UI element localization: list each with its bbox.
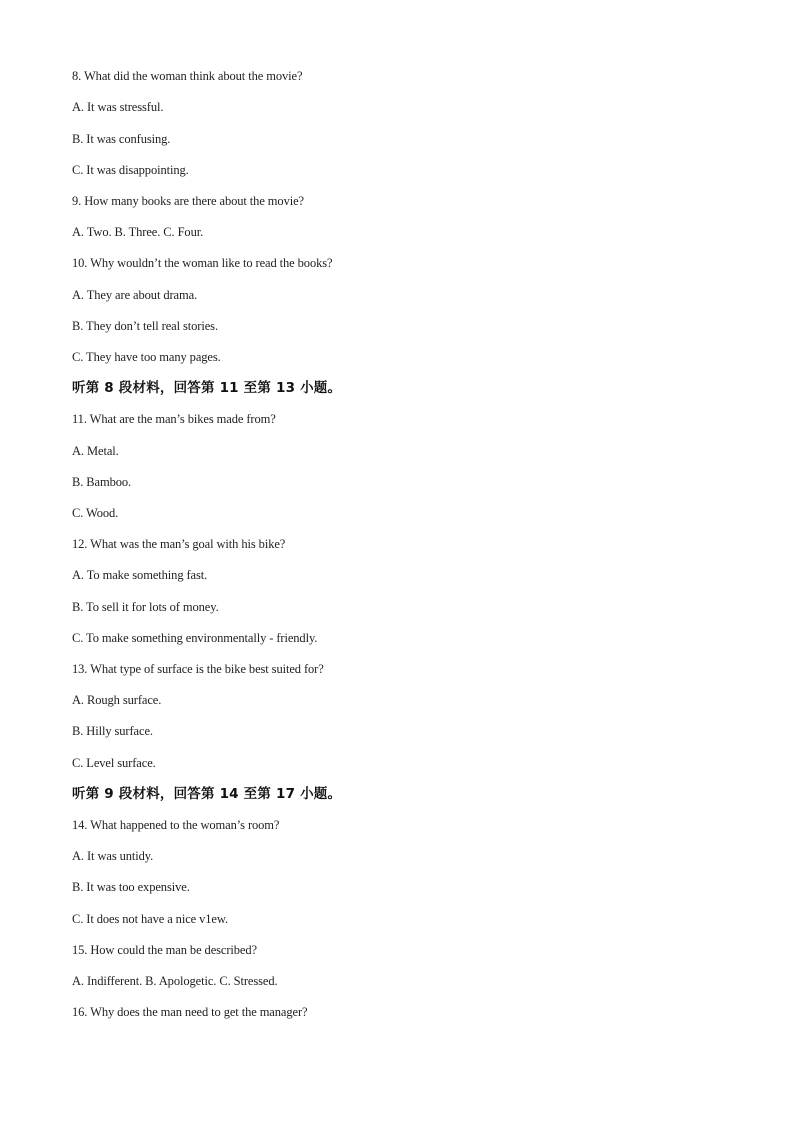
option-13a: A. Rough surface.: [72, 693, 162, 707]
question-15: 15. How could the man be described?: [72, 943, 257, 957]
option-10a: A. They are about drama.: [72, 288, 198, 302]
option-10b: B. They don’t tell real stories.: [72, 319, 218, 333]
section-heading-8: 听第 8 段材料，回答第 11 至第 13 小题。: [72, 380, 342, 396]
option-14b: B. It was too expensive.: [72, 880, 190, 894]
option-12a: A. To make something fast.: [72, 568, 208, 582]
question-8: 8. What did the woman think about the movie?: [72, 69, 303, 83]
question-12: 12. What was the man’s goal with his bike?: [72, 537, 286, 551]
question-11: 11. What are the man’s bikes made from?: [72, 412, 276, 426]
option-11b: B. Bamboo.: [72, 475, 132, 489]
option-13c: C. Level surface.: [72, 756, 156, 770]
option-8c: C. It was disappointing.: [72, 163, 189, 177]
question-14: 14. What happened to the woman’s room?: [72, 818, 280, 832]
option-8b: B. It was confusing.: [72, 132, 171, 146]
question-16: 16. Why does the man need to get the manager?: [72, 1005, 308, 1019]
option-14c: C. It does not have a nice v1ew.: [72, 912, 229, 926]
options-9: A. Two. B. Three. C. Four.: [72, 225, 204, 239]
option-13b: B. Hilly surface.: [72, 724, 153, 738]
option-11a: A. Metal.: [72, 444, 119, 458]
option-8a: A. It was stressful.: [72, 100, 164, 114]
options-15: A. Indifferent. B. Apologetic. C. Stressed.: [72, 974, 278, 988]
option-10c: C. They have too many pages.: [72, 350, 221, 364]
option-12c: C. To make something environmentally - friendly.: [72, 631, 318, 645]
section-heading-9: 听第 9 段材料，回答第 14 至第 17 小题。: [72, 786, 342, 802]
question-13: 13. What type of surface is the bike best suited for?: [72, 662, 324, 676]
question-9: 9. How many books are there about the movie?: [72, 194, 304, 208]
question-10: 10. Why wouldn’t the woman like to read the books?: [72, 256, 333, 270]
option-12b: B. To sell it for lots of money.: [72, 600, 219, 614]
option-11c: C. Wood.: [72, 506, 119, 520]
option-14a: A. It was untidy.: [72, 849, 154, 863]
